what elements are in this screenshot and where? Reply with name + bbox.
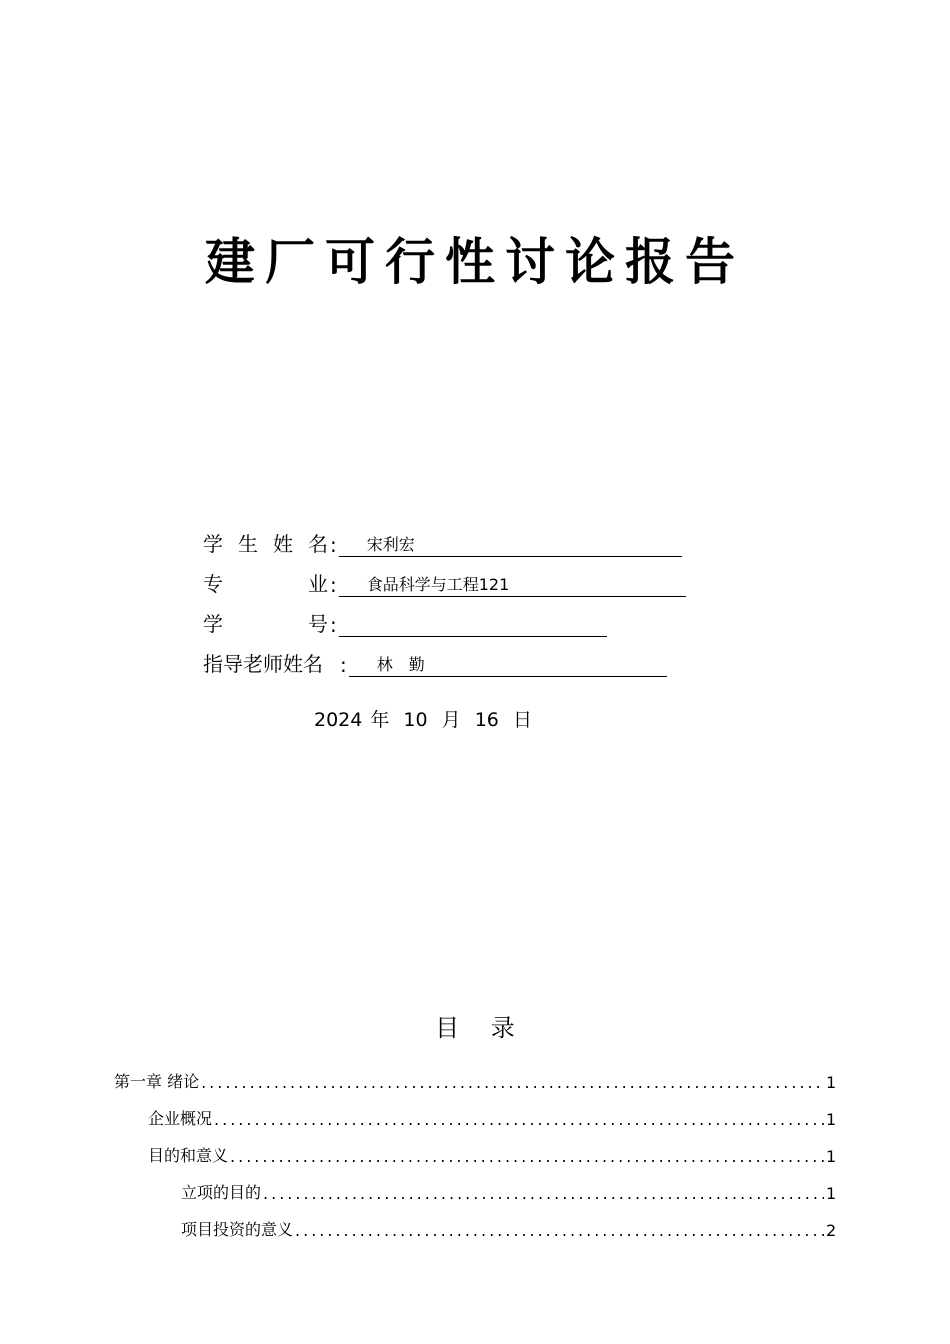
toc-entry-text: 企业概况	[148, 1109, 213, 1128]
advisor-label: 指导老师姓名	[203, 652, 323, 676]
toc-entry[interactable]	[148, 1099, 836, 1129]
toc-leader-dots	[295, 1221, 824, 1240]
toc-entry[interactable]	[114, 1062, 836, 1092]
date-day-unit: 日	[512, 709, 532, 731]
toc-entry[interactable]	[181, 1210, 836, 1240]
student-name-label: 学 生 姓 名	[203, 532, 328, 556]
toc-entry-page: 2	[826, 1221, 837, 1240]
colon: :	[330, 573, 337, 597]
colon: :	[340, 653, 347, 677]
major-label: 专 业	[203, 572, 328, 596]
report-date	[314, 705, 540, 732]
toc-entry-page: 1	[826, 1147, 837, 1166]
toc-title: 目 录	[435, 1014, 527, 1042]
date-year: 2024	[314, 709, 363, 731]
student-name-value: 宋利宏	[339, 533, 682, 557]
student-name-row	[203, 517, 686, 557]
major-value: 食品科学与工程121	[339, 573, 686, 597]
advisor-row	[203, 637, 686, 677]
colon: :	[330, 613, 337, 637]
student-info-block	[203, 517, 686, 677]
major-row	[203, 557, 686, 597]
toc-leader-dots	[201, 1073, 824, 1092]
toc-entry-page: 1	[826, 1110, 837, 1129]
toc-entry-page: 1	[826, 1184, 837, 1203]
toc-entry-text: 第一章 绪论	[114, 1072, 200, 1091]
colon: :	[330, 533, 337, 557]
date-day: 16	[474, 709, 499, 731]
advisor-value: 林 勤	[349, 653, 667, 677]
toc-entry-text: 立项的目的	[181, 1183, 262, 1202]
student-id-row	[203, 597, 686, 637]
student-id-label: 学 号	[203, 612, 328, 636]
date-month-unit: 月	[441, 709, 461, 731]
toc-leader-dots	[263, 1184, 824, 1203]
toc-entry[interactable]	[148, 1136, 836, 1166]
date-month: 10	[403, 709, 428, 731]
student-id-value	[339, 613, 607, 637]
date-year-unit: 年	[370, 709, 390, 731]
document-title: 建厂可行性讨论报告	[205, 232, 745, 291]
toc-leader-dots	[214, 1110, 824, 1129]
toc-entry-text: 目的和意义	[148, 1146, 229, 1165]
toc-entry-text: 项目投资的意义	[181, 1220, 294, 1239]
toc-leader-dots	[230, 1147, 824, 1166]
toc-entry[interactable]	[181, 1173, 836, 1203]
toc-entry-page: 1	[826, 1073, 837, 1092]
